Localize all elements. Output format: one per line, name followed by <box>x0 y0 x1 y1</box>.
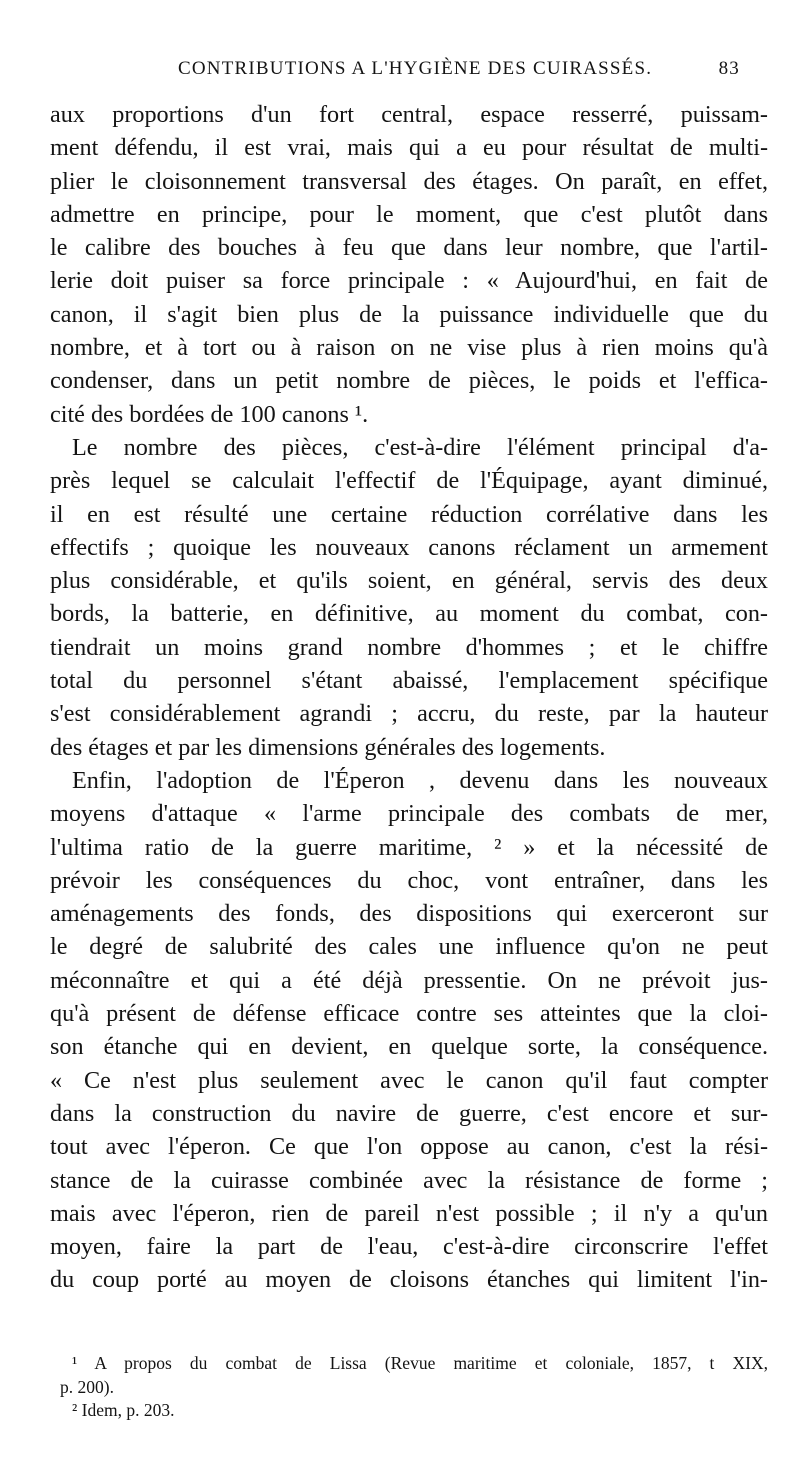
text-line: des étages et par les dimensions générales des logements. <box>50 733 606 761</box>
text-line: tout avec l'éperon. Ce que l'on oppose au canon, c'est la rési- <box>50 1133 768 1161</box>
text-line: ment défendu, il est vrai, mais qui a eu pour résultat de multi- <box>50 134 768 162</box>
footnotes <box>60 1352 768 1423</box>
running-head-title: CONTRIBUTIONS A L'HYGIÈNE DES CUIRASSÉS. <box>178 58 653 79</box>
text-line: condenser, dans un petit nombre de pièces, le poids et l'effica- <box>50 367 768 395</box>
text-line: cité des bordées de 100 canons ¹. <box>50 400 369 428</box>
text-line: bords, la batterie, en définitive, au moment du combat, con- <box>50 600 768 628</box>
text-line: du coup porté au moyen de cloisons étanches qui limitent l'in- <box>50 1266 768 1294</box>
text-line: tiendrait un moins grand nombre d'hommes ; et le chiffre <box>50 633 768 661</box>
footnote-1: ¹ A propos du combat de Lissa (Revue maritime et coloniale, 1857, t XIX, <box>72 1353 768 1373</box>
text-line: il en est résulté une certaine réduction corrélative dans les <box>50 500 768 528</box>
text-line: Le nombre des pièces, c'est-à-dire l'élément principal d'a- <box>72 433 768 461</box>
text-line: l'ultima ratio de la guerre maritime, ² » et la nécessité de <box>50 833 768 861</box>
text-line: moyens d'attaque « l'arme principale des combats de mer, <box>50 800 768 828</box>
text-line: plus considérable, et qu'ils soient, en général, servis des deux <box>50 567 768 595</box>
text-line: canon, il s'agit bien plus de la puissance individuelle que du <box>50 300 768 328</box>
text-line: qu'à présent de défense efficace contre ses atteintes que la cloi- <box>50 1000 768 1028</box>
text-line: total du personnel s'étant abaissé, l'emplacement spécifique <box>50 667 768 695</box>
text-line: effectifs ; quoique les nouveaux canons réclament un armement <box>50 533 768 561</box>
text-line: plier le cloisonnement transversal des étages. On paraît, en effet, <box>50 167 768 195</box>
text-line: nombre, et à tort ou à raison on ne vise plus à rien moins qu'à <box>50 334 768 362</box>
text-line: mais avec l'éperon, rien de pareil n'est possible ; il n'y a qu'un <box>50 1199 768 1227</box>
text-line: méconnaître et qui a été déjà pressentie. On ne prévoit jus- <box>50 966 768 994</box>
page-number: 83 <box>718 58 740 79</box>
text-line: s'est considérablement agrandi ; accru, du reste, par la hauteur <box>50 700 768 728</box>
text-line: le calibre des bouches à feu que dans leur nombre, que l'artil- <box>50 234 768 262</box>
text-line: aménagements des fonds, des dispositions qui exerceront sur <box>50 900 768 928</box>
text-line: « Ce n'est plus seulement avec le canon qu'il faut compter <box>50 1066 768 1094</box>
footnote-2: ² Idem, p. 203. <box>72 1400 175 1420</box>
text-line: admettre en principe, pour le moment, que c'est plutôt dans <box>50 200 768 228</box>
text-line: Enfin, l'adoption de l'Éperon , devenu dans les nouveaux <box>72 766 768 794</box>
text-line: aux proportions d'un fort central, espace resserré, puissam- <box>50 101 768 128</box>
text-line: près lequel se calculait l'effectif de l'Équipage, ayant diminué, <box>50 467 768 495</box>
text-line: son étanche qui en devient, en quelque sorte, la conséquence. <box>50 1033 768 1061</box>
footnote-1-continuation: p. 200). <box>60 1376 114 1397</box>
text-line: prévoir les conséquences du choc, vont entraîner, dans les <box>50 866 768 894</box>
text-line: dans la construction du navire de guerre, c'est encore et sur- <box>50 1099 768 1127</box>
text-line: moyen, faire la part de l'eau, c'est-à-dire circonscrire l'effet <box>50 1233 768 1261</box>
text-line: le degré de salubrité des cales une influence qu'on ne peut <box>50 933 768 961</box>
body-text <box>50 98 768 1297</box>
text-line: stance de la cuirasse combinée avec la résistance de forme ; <box>50 1166 768 1194</box>
text-line: lerie doit puiser sa force principale : « Aujourd'hui, en fait de <box>50 267 768 295</box>
